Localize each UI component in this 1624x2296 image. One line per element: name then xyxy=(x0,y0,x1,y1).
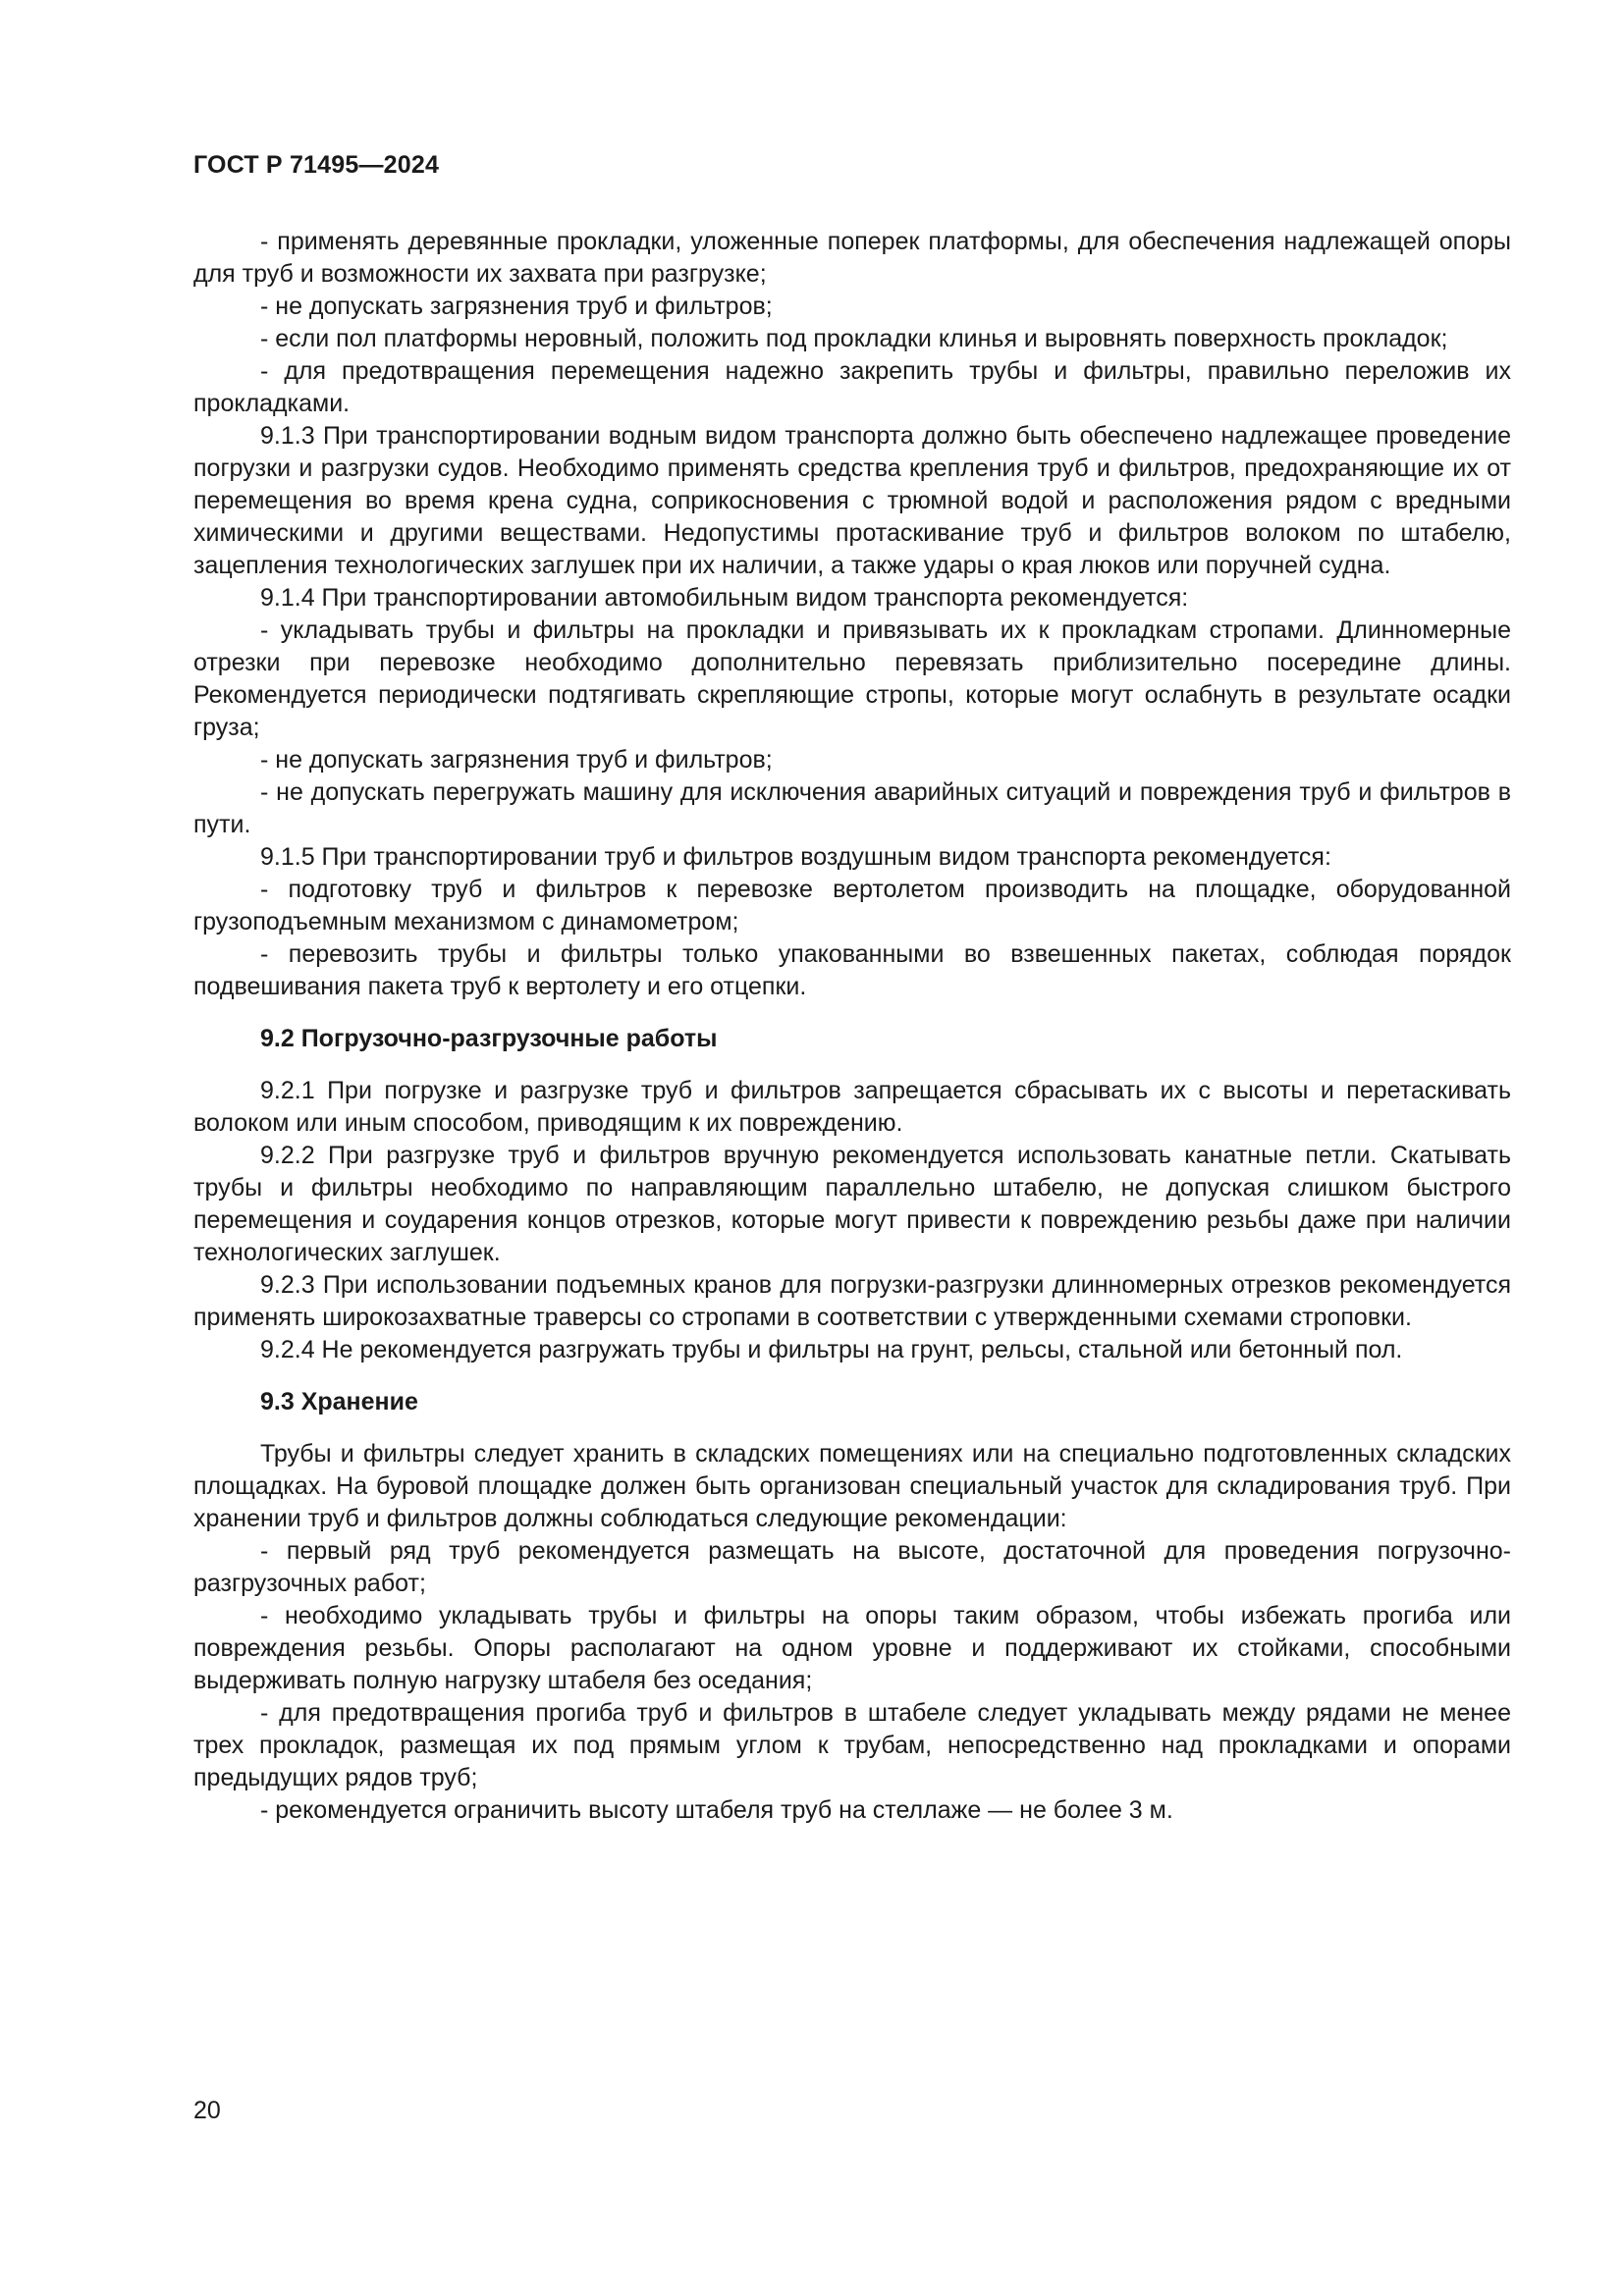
list-item: - применять деревянные прокладки, уложенные поперек платформы, для обеспечения надлежащей опоры для труб и возможности их захвата при разгрузке; xyxy=(193,228,1511,288)
list-item: - не допускать загрязнения труб и фильтров; xyxy=(260,746,773,774)
list-item: - не допускать перегружать машину для исключения аварийных ситуаций и повреждения труб и фильтров в пути. xyxy=(193,778,1511,838)
list-item: - если пол платформы неровный, положить под прокладки клинья и выровнять поверхность прокладок; xyxy=(260,325,1448,352)
paragraph-9-3-intro: Трубы и фильтры следует хранить в складских помещениях или на специально подготовленных складских площадках. На буровой площадке должен быть организован специальный участок для складирования труб. При хранении труб и фильтров должны соблюдаться следующие рекомендации: xyxy=(193,1440,1511,1532)
section-heading-9-2: 9.2 Погрузочно-разгрузочные работы xyxy=(260,1025,718,1052)
paragraph-9-2-3: 9.2.3 При использовании подъемных кранов для погрузки-разгрузки длинномерных отрезков рекомендуется применять широкозахватные траверсы со стропами в соответствии с утвержденными схемами строповки. xyxy=(193,1271,1511,1331)
list-item: - для предотвращения перемещения надежно закрепить трубы и фильтры, правильно переложив их прокладками. xyxy=(193,357,1511,417)
page-number: 20 xyxy=(193,2097,221,2124)
paragraph-9-2-4: 9.2.4 Не рекомендуется разгружать трубы и фильтры на грунт, рельсы, стальной или бетонный пол. xyxy=(260,1336,1403,1363)
list-item: - первый ряд труб рекомендуется размещать на высоте, достаточной для проведения погрузочно-разгрузочных работ; xyxy=(193,1537,1511,1597)
list-item: - рекомендуется ограничить высоту штабеля труб на стеллаже — не более 3 м. xyxy=(260,1796,1173,1824)
paragraph-9-1-3: 9.1.3 При транспортировании водным видом транспорта должно быть обеспечено надлежащее проведение погрузки и разгрузки судов. Необходимо применять средства крепления труб и фильтров, предохраняющие их от перемещения во время крена судна, соприкосновения с трюмной водой и расположения рядом с вредными химическими и другими веществами. Недопустимы протаскивание труб и фильтров волоком по штабелю, зацепления технологических заглушек при их наличии, а также удары о края люков или поручней судна. xyxy=(193,422,1511,579)
paragraph-9-2-1: 9.2.1 При погрузке и разгрузке труб и фильтров запрещается сбрасывать их с высоты и перетаскивать волоком или иным способом, приводящим к их повреждению. xyxy=(193,1077,1511,1137)
list-item: - для предотвращения прогиба труб и фильтров в штабеле следует укладывать между рядами не менее трех прокладок, размещая их под прямым углом к трубам, непосредственно над прокладками и опорами предыдущих рядов труб; xyxy=(193,1699,1511,1791)
list-item: - укладывать трубы и фильтры на прокладки и привязывать их к прокладкам стропами. Длинномерные отрезки при перевозке необходимо дополнительно перевязать приблизительно посередине длины. Рекомендуется периодически подтягивать скрепляющие стропы, которые могут ослабнуть в результате осадки груза; xyxy=(193,616,1511,741)
paragraph-9-1-5: 9.1.5 При транспортировании труб и фильтров воздушным видом транспорта рекомендуется: xyxy=(260,843,1331,871)
list-item: - необходимо укладывать трубы и фильтры на опоры таким образом, чтобы избежать прогиба или повреждения резьбы. Опоры располагают на одном уровне и поддерживают их стойками, способными выдерживать полную нагрузку штабеля без оседания; xyxy=(193,1602,1511,1694)
section-heading-9-3: 9.3 Хранение xyxy=(260,1388,418,1415)
paragraph-9-2-2: 9.2.2 При разгрузке труб и фильтров вручную рекомендуется использовать канатные петли. Скатывать трубы и фильтры необходимо по направляющим параллельно штабелю, не допуская слишком быстрого перемещения и соударения концов отрезков, которые могут привести к повреждению резьбы даже при наличии технологических заглушек. xyxy=(193,1142,1511,1266)
list-item: - подготовку труб и фильтров к перевозке вертолетом производить на площадке, оборудованной грузоподъемным механизмом с динамометром; xyxy=(193,876,1511,935)
list-item: - перевозить трубы и фильтры только упакованными во взвешенных пакетах, соблюдая порядок подвешивания пакета труб к вертолету и его отцепки. xyxy=(193,940,1511,1000)
document-header: ГОСТ Р 71495—2024 xyxy=(193,151,440,179)
list-item: - не допускать загрязнения труб и фильтров; xyxy=(260,293,773,320)
document-body xyxy=(193,226,1511,1827)
paragraph-9-1-4: 9.1.4 При транспортировании автомобильным видом транспорта рекомендуется: xyxy=(260,584,1189,612)
